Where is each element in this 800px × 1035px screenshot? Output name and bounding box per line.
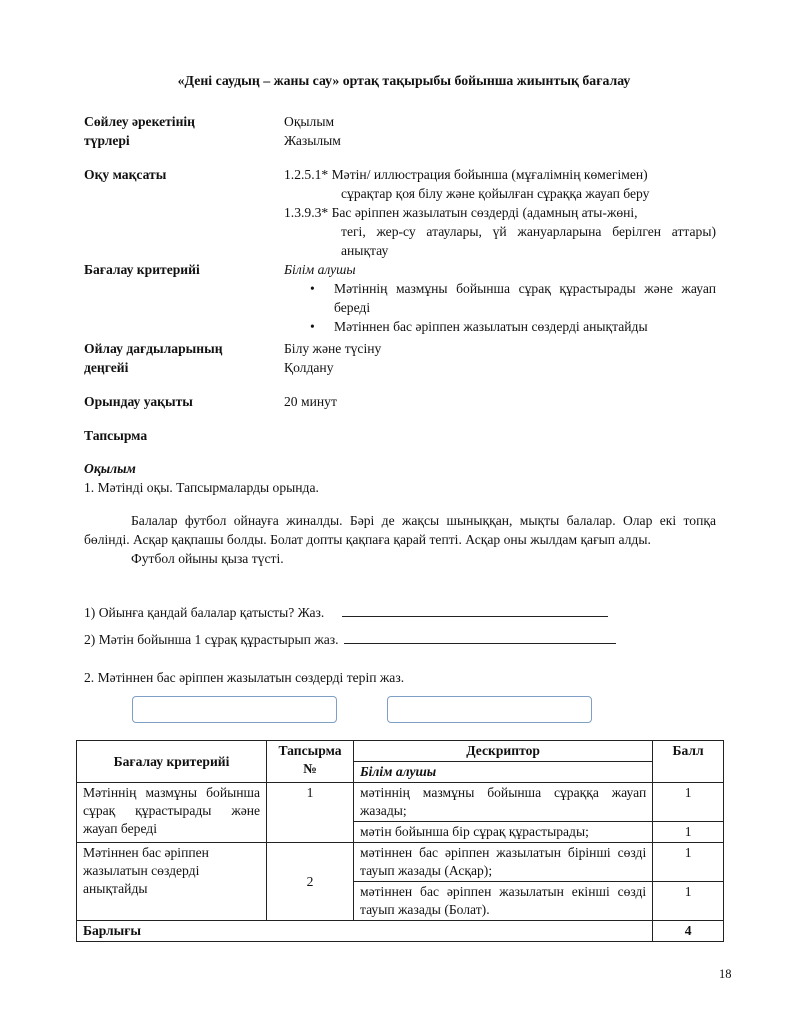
- score-cell: 1: [653, 783, 724, 822]
- question-1-answer-line[interactable]: [342, 603, 608, 617]
- objective-item: 1.2.5.1* Мәтін/ иллюстрация бойынша (мұғалімнің көмегімен) сұрақтар қоя білу және қойылған сұраққа жауап беру: [284, 167, 650, 201]
- score-cell: 1: [653, 822, 724, 843]
- criterion-cell: Мәтіннің мазмұны бойынша сұрақ құрастырады және жауап береді: [77, 783, 267, 843]
- criteria-list: [284, 279, 716, 336]
- descriptor-cell: мәтіннен бас әріппен жазылатын екінші сөзді тауып жазады (Болат).: [353, 882, 652, 921]
- reading-heading: Оқылым: [84, 461, 136, 476]
- task-2-instruction: 2. Мәтіннен бас әріппен жазылатын сөздерді теріп жаз.: [84, 670, 405, 685]
- question-2: 2) Мәтін бойынша 1 сұрақ құрастырып жаз.: [84, 630, 616, 648]
- total-score: 4: [653, 921, 724, 942]
- assessment-criteria-label: Бағалау критерийі: [84, 262, 200, 277]
- bullet-icon: •: [310, 281, 315, 296]
- page-title: «Дені саудың – жаны сау» ортақ тақырыбы бойынша жиынтық бағалау: [177, 73, 631, 88]
- answer-box-2[interactable]: [387, 696, 592, 723]
- rubric-table: [76, 740, 724, 942]
- criterion-cell: Мәтіннен бас әріппен жазылатын сөздерді анықтайды: [77, 843, 267, 921]
- table-row: [77, 783, 724, 822]
- descriptor-cell: мәтін бойынша бір сұрақ құрастырады;: [353, 822, 652, 843]
- objective-item: 1.3.9.3* Бас әріппен жазылатын сөздерді (адамның аты-жөні, тегі, жер-су атаулары, үй жануарларына берілген аттары) анықтау: [284, 205, 716, 258]
- learning-objectives-values: [284, 165, 716, 260]
- passage-paragraph: Балалар футбол ойнауға жиналды. Бәрі де жақсы шыныққан, мықты балалар. Олар екі топқа бөлінді. Асқар қақпашы болды. Болат допты қақпаға қарай тепті. Асқар оны жылдам қағып алды.: [84, 513, 716, 547]
- assessment-criteria-values: [284, 260, 716, 336]
- header-task-no: Тапсырма №: [267, 741, 354, 783]
- descriptor-cell: мәтіннің мазмұны бойынша сұраққа жауап жазады;: [353, 783, 652, 822]
- header-score: Балл: [653, 741, 724, 783]
- question-2-answer-line[interactable]: [344, 630, 616, 644]
- score-cell: 1: [653, 882, 724, 921]
- task-number-cell: 1: [267, 783, 354, 843]
- criteria-bullet: • Мәтіннен бас әріппен жазылатын сөздерді анықтайды: [310, 319, 648, 334]
- task-heading: Тапсырма: [84, 428, 148, 443]
- header-descriptor-sub: Білім алушы: [353, 762, 652, 783]
- thinking-levels-label: Ойлау дағдыларының деңгейі: [84, 341, 223, 375]
- reading-passage: [84, 511, 716, 568]
- task-1-instruction: 1. Мәтінді оқы. Тапсырмаларды орында.: [84, 480, 319, 495]
- answer-box-1[interactable]: [132, 696, 337, 723]
- learning-objectives-label: Оқу мақсаты: [84, 167, 167, 182]
- table-row: [77, 843, 724, 882]
- question-1: 1) Ойынға қандай балалар қатысты? Жаз.: [84, 603, 608, 621]
- header-criteria: Бағалау критерийі: [77, 741, 267, 783]
- duration-label: Орындау уақыты: [84, 394, 193, 409]
- speech-activity-label: Сөйлеу әрекетінің түрлері: [84, 114, 196, 148]
- criteria-intro: Білім алушы: [284, 262, 356, 277]
- speech-activity-values: Оқылым Жазылым: [284, 114, 341, 148]
- task-number-cell: 2: [267, 843, 354, 921]
- criteria-bullet: • Мәтіннің мазмұны бойынша сұрақ құрастырады және жауап береді: [310, 281, 716, 315]
- header-descriptor: Дескриптор: [353, 741, 652, 762]
- rubric-header-row: [77, 741, 724, 762]
- descriptor-cell: мәтіннен бас әріппен жазылатын бірінші сөзді тауып жазады (Асқар);: [353, 843, 652, 882]
- passage-paragraph: Футбол ойыны қыза түсті.: [131, 551, 284, 566]
- total-label: Барлығы: [77, 921, 653, 942]
- total-row: [77, 921, 724, 942]
- score-cell: 1: [653, 843, 724, 882]
- duration-value: 20 минут: [284, 394, 337, 409]
- page-number: 18: [719, 967, 732, 981]
- bullet-icon: •: [310, 319, 315, 334]
- thinking-levels-values: Білу және түсіну Қолдану: [284, 341, 382, 375]
